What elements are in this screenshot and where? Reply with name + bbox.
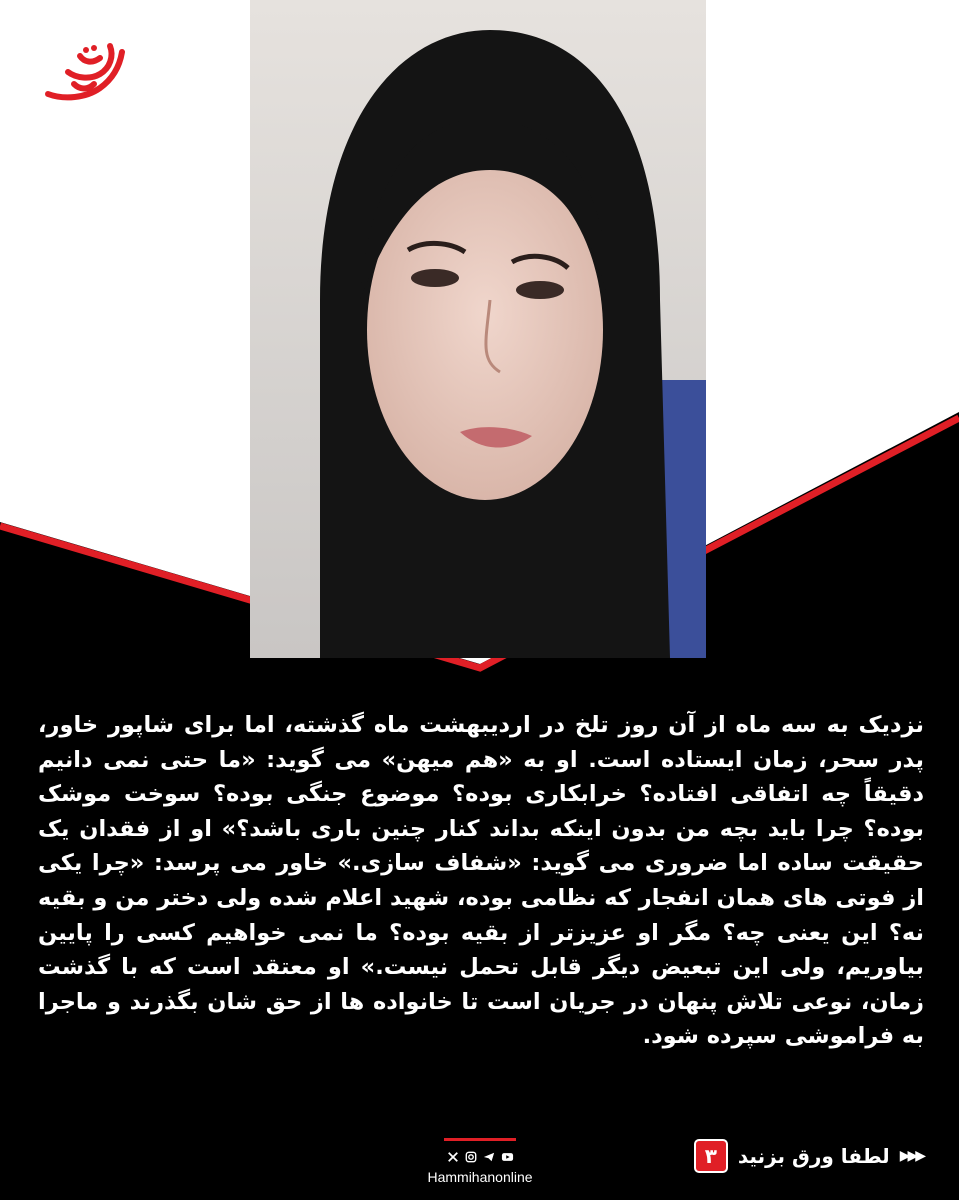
telegram-icon[interactable] xyxy=(482,1150,496,1164)
instagram-icon[interactable] xyxy=(464,1150,478,1164)
article-body: نزدیک به سه ماه از آن روز تلخ در اردیبهشت ماه گذشته، اما برای شاپور خاور، پدر سحر، زمان ایستاده است. او به «هم میهن» می گوید: «ما حتی نمی دانیم دقیقاً چه اتفاقی افتاده؟ خرابکاری بوده؟ موضوع جنگی بوده؟ سوخت موشک بوده؟ چرا باید بچه من بدون اینکه بداند کنار چنین باری باشد؟» او از فقدان یک حقیقت ساده اما ضروری می گوید: «شفاف سازی.» خاور می پرسد: «چرا یکی از فوتی های همان انفجار که نظامی بوده، شهید اعلام شده ولی دختر من و بقیه نه؟ این یعنی چه؟ مگر او عزیزتر از بقیه بوده؟ ما نمی خواهیم کسی را پایین بیاوریم، ولی این تبعیض دیگر قابل تحمل نیست.» او معتقد است که با گذشت زمان، نوعی تلاش پنهان در جریان است تا خانواده ها از حق شان بگذرند و ماجرا به فراموشی سپرده شود. xyxy=(38,712,924,1050)
portrait-photo xyxy=(250,0,706,658)
youtube-icon[interactable] xyxy=(500,1150,514,1164)
social-block xyxy=(400,1138,560,1185)
footer xyxy=(0,1118,959,1200)
swipe-hint[interactable] xyxy=(694,1136,923,1176)
x-icon[interactable] xyxy=(446,1150,460,1164)
fast-forward-icon: ▶▶▶ xyxy=(899,1148,923,1164)
account-handle[interactable]: Hammihanonline xyxy=(427,1169,533,1185)
page-number-badge: ۳ xyxy=(694,1139,728,1173)
brand-logo xyxy=(40,38,130,108)
swipe-label: لطفا ورق بزنید xyxy=(737,1144,890,1168)
footer-divider xyxy=(444,1138,516,1141)
